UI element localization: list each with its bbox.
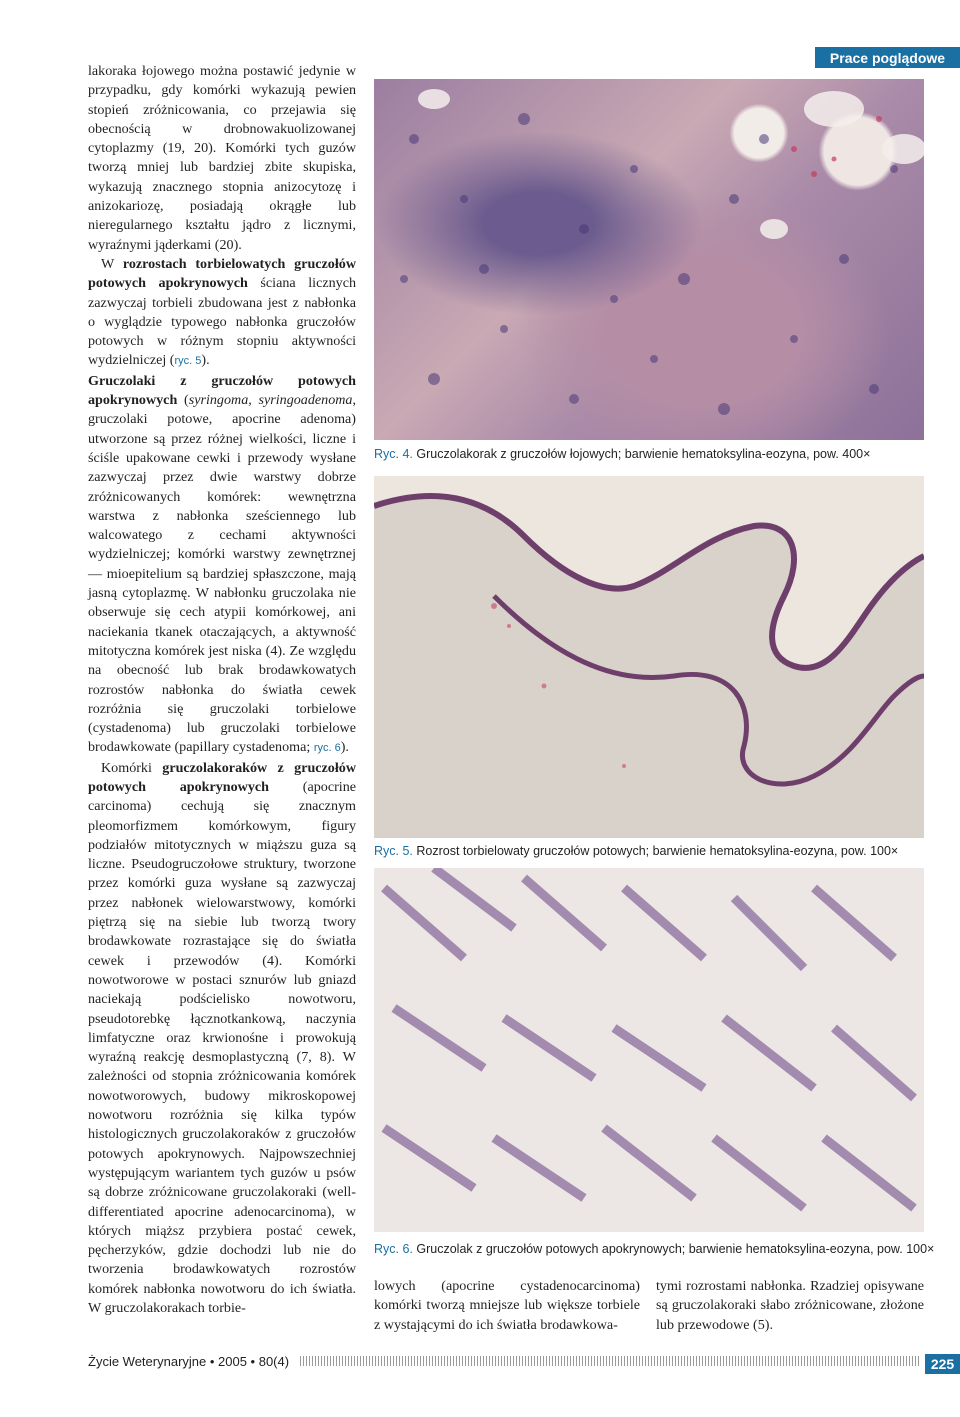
micrograph-5-texture	[374, 476, 924, 838]
term-adenoma: Gruczolaki z gruczołów potowych apokrynowych	[88, 372, 356, 409]
term-adenocarcinoma: gruczolakoraków z gruczołów potowych apokrynowych	[88, 759, 356, 795]
micrograph-6-texture	[374, 868, 924, 1232]
figure-5-micrograph	[374, 476, 924, 838]
figure-4-caption: Ryc. 4. Gruczolakorak z gruczołów łojowych; barwienie hematoksylina-eozyna, pow. 400×	[374, 447, 871, 461]
paragraph-2: W rozrostach torbielowatych gruczołów potowych apokrynowych ściana licznych zazwyczaj torbieli zbudowana jest z nabłonka o wyglądzie typowego nabłonka gruczołów potowych w różnym stopniu aktywności wydzielniczej (ryc. 5).	[88, 255, 356, 369]
journal-footer: Życie Weterynaryjne • 2005 • 80(4)	[88, 1354, 290, 1369]
figure-ref-5[interactable]: ryc. 5	[174, 355, 202, 368]
figure-ref-6[interactable]: ryc. 6	[313, 742, 341, 755]
paragraph-1: lakoraka łojowego można postawić jedynie w przypadku, gdy komórki wykazują pewien stopień zróżnicowania, co przejawia się obecnością w drobnowakuolizowanej cytoplazmy (19, 20). Komórki tych guzów tworzą mniej lub bardziej zbite skupiska, wykazują znacznego stopnia anizocytozę i anizokariozę, posiadają okrągłe lub nieregularnego kształtu jądro z licznymi, wyraźnymi jąderkami (20).	[88, 63, 356, 253]
left-column	[88, 62, 356, 1318]
term-cystic-hyperplasia: rozrostach torbielowatych gruczołów potowych apokrynowych	[88, 255, 356, 292]
figure-6-caption: Ryc. 6. Gruczolak z gruczołów potowych apokrynowych; barwienie hematoksylina-eozyna, pow. 100×	[374, 1242, 935, 1256]
page-number: 225	[925, 1354, 960, 1374]
micrograph-4-texture	[374, 79, 924, 440]
right-column: tymi rozrostami nabłonka. Rzadziej opisywane są gruczolakoraki słabo zróżnicowane, złożone lub przewodowe (5).	[656, 1278, 924, 1333]
section-tab: Prace poglądowe	[815, 48, 960, 68]
paragraph-3: Gruczolaki z gruczołów potowych apokrynowych (syringoma, syringoadenoma, gruczolaki potowe, apocrine adenoma) utworzone są przez różnej wielkości, liczne i ściśle upakowane cewki i przewody wysłane zazwyczaj przez dwie warstwy dobrze zróżnicowanych komórek: wewnętrzna warstwa z nabłonka sześciennego lub walcowatego z cechami aktywności wydzielniczej; komórki warstwy zewnętrznej — mioepitelium są bardziej spłaszczone, mają jasną cytoplazmę. W nabłonku gruczolaka nie obserwuje się cech atypii komórkowej, ani naciekania tkanek otaczających, a aktywność mitotyczna komórek jest niska (4). Ze względu na obecność lub brak brodawkowatych rozrostów nabłonka do światła cewek rozróżnia się gruczolaki torbielowe (cystadenoma) lub gruczolaki torbielowe brodawkowate (papillary cystadenoma; ryc. 6).	[88, 372, 356, 756]
figure-5-caption: Ryc. 5. Rozrost torbielowaty gruczołów potowych; barwienie hematoksylina-eozyna, pow. 100×	[374, 844, 899, 858]
middle-column: lowych (apocrine cystadenocarcinoma) komórki tworzą mniejsze lub większe torbiele z wystającymi do ich światła brodawkowa-	[374, 1278, 640, 1333]
paragraph-4: Komórki gruczolakoraków z gruczołów potowych apokrynowych (apocrine carcinoma) cechują się znacznym pleomorfizmem komórkowym, figury podziałów mitotycznych w miąższu guza są liczne. Pseudogruczołowe struktury, tworzone przez komórki guza wysłane są zazwyczaj przez nabłonek wielowarstwowy, komórki piętrzą się na siebie lub tworzą twory brodawkowate rozrastające się do światła cewek i przewodów (4). Komórki nowotworowe w postaci sznurów lub gniazd naciekają podścielisko nowotworu, pseudotorebkę łącznotkankową, naczynia limfatyczne oraz krwionośne i prowokują wyraźną reakcję desmoplastyczną (7, 8). W zależności od stopnia zróżnicowania komórek nowotworowych, budowy mikroskopowej nowotworu rozróżnia się kilka typów histologicznych gruczolakoraków z gruczołów potowych apokrynowych. Najpowszechniej występującym wariantem tych guzów u psów są dobrze zróżnicowane gruczolakoraki (well-differentiated apocrine adenocarcinoma), w których miąższ przybiera postać cewek, pęcherzyków, gdzie dochodzi lub nie do tworzenia brodawkowatych rozrostów komórek nabłonka nowotworu do ich światła. W gruczolakorakach torbie-	[88, 759, 357, 1316]
footer-rule	[300, 1356, 920, 1366]
figure-6-micrograph	[374, 868, 924, 1232]
figure-4-micrograph	[374, 79, 924, 440]
